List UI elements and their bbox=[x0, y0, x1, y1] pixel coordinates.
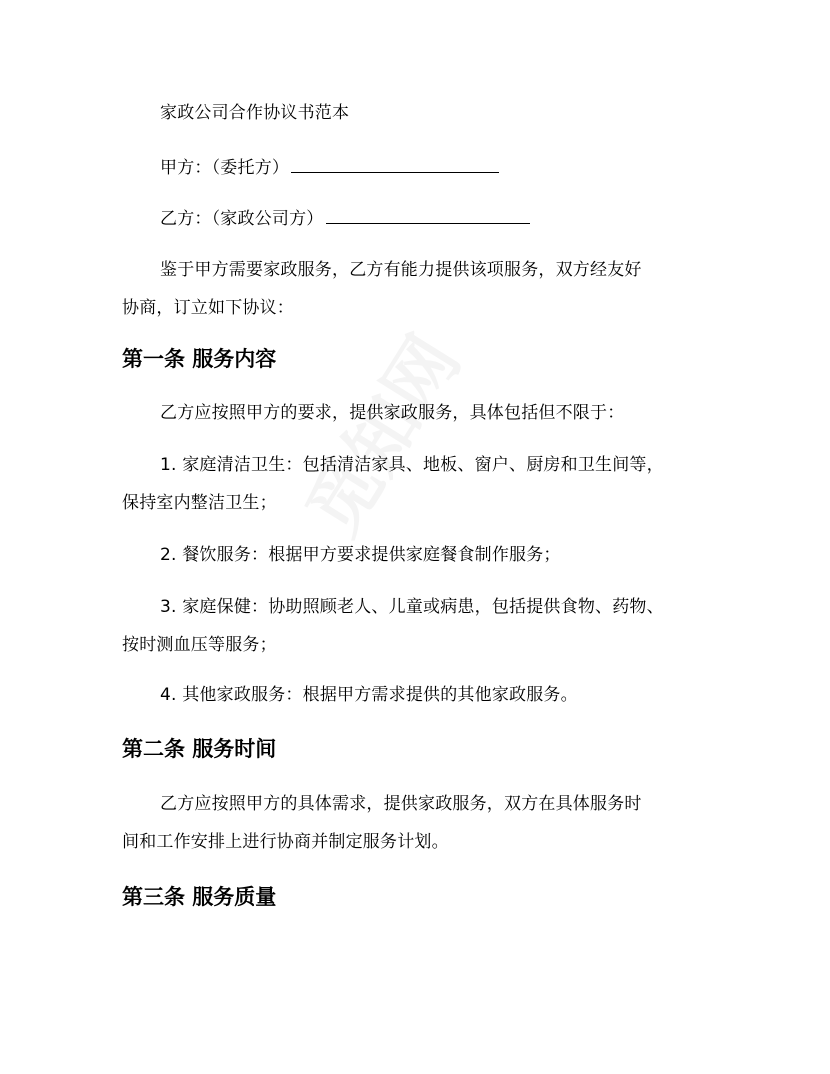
article-1-lead: 乙方应按照甲方的要求，提供家政服务，具体包括但不限于： bbox=[160, 403, 625, 423]
party-a-line bbox=[160, 155, 499, 180]
article-2-line-2: 间和工作安排上进行协商并制定服务计划。 bbox=[122, 832, 449, 852]
intro-line-2: 协商，订立如下协议： bbox=[122, 298, 294, 318]
party-b-label: 乙方：（家政公司方） bbox=[160, 209, 324, 229]
party-b-blank bbox=[326, 206, 530, 224]
article-1-item-1-line-2: 保持室内整洁卫生； bbox=[122, 493, 277, 513]
article-1-item-3-line-2: 按时测血压等服务； bbox=[122, 635, 277, 655]
article-2-line-1: 乙方应按照甲方的具体需求，提供家政服务，双方在具体服务时 bbox=[160, 794, 642, 814]
document-title: 家政公司合作协议书范本 bbox=[160, 103, 350, 123]
intro-line-1: 鉴于甲方需要家政服务，乙方有能力提供该项服务，双方经友好 bbox=[160, 260, 642, 280]
watermark bbox=[277, 313, 480, 551]
party-a-blank bbox=[291, 155, 499, 173]
party-b-line bbox=[160, 206, 530, 231]
party-a-label: 甲方：（委托方） bbox=[160, 158, 290, 178]
article-3-heading: 第三条 服务质量 bbox=[122, 885, 277, 909]
article-1-item-4: 4. 其他家政服务：根据甲方需求提供的其他家政服务。 bbox=[160, 685, 578, 705]
article-2-heading: 第二条 服务时间 bbox=[122, 737, 277, 761]
article-1-item-2: 2. 餐饮服务：根据甲方要求提供家庭餐食制作服务； bbox=[160, 545, 561, 565]
article-1-heading: 第一条 服务内容 bbox=[122, 347, 277, 371]
article-1-item-1-line-1: 1. 家庭清洁卫生：包括清洁家具、地板、窗户、厨房和卫生间等， bbox=[160, 455, 664, 475]
article-1-item-3-line-1: 3. 家庭保健：协助照顾老人、儿童或病患，包括提供食物、药物、 bbox=[160, 597, 664, 617]
